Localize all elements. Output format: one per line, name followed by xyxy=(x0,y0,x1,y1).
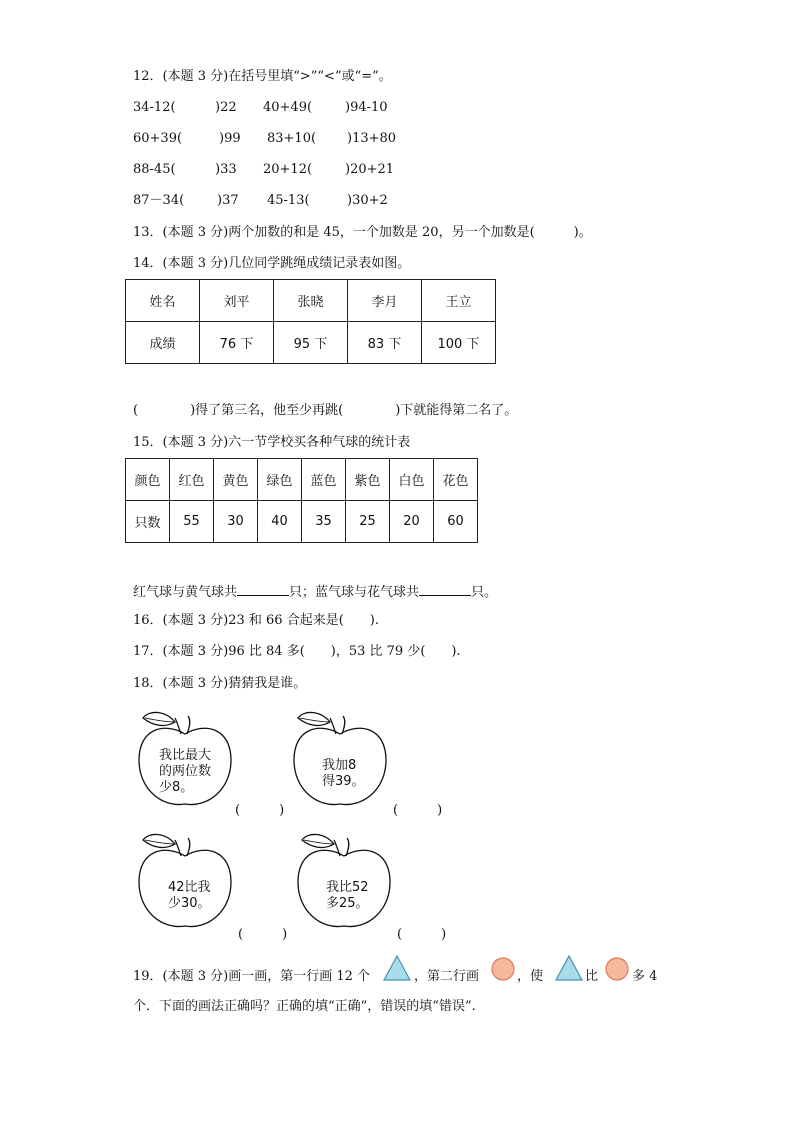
table-cell: 60 xyxy=(434,501,478,543)
riddle-line: 多25。 xyxy=(326,896,369,911)
apple-riddle xyxy=(322,758,365,790)
table-row xyxy=(126,280,496,322)
compare-left: 34-12( xyxy=(133,100,176,115)
table-cell: 红色 xyxy=(170,459,214,501)
compare-right: )94-10 xyxy=(345,100,388,115)
table-cell: 成绩 xyxy=(126,322,200,364)
table-cell: 100 下 xyxy=(422,322,496,364)
table-cell: 55 xyxy=(170,501,214,543)
q13-text: 13．(本题 3 分)两个加数的和是 45，一个加数是 20，另一个加数是( )。 xyxy=(133,225,592,240)
jump-rope-table xyxy=(125,279,496,364)
q12-title: 12．(本题 3 分)在括号里填“>”“<”或“=”。 xyxy=(133,69,392,84)
riddle-line: 的两位数 xyxy=(159,764,212,779)
triangle-shape xyxy=(556,956,582,980)
q18-title: 18．(本题 3 分)猜猜我是谁。 xyxy=(133,676,307,691)
q19-part2: ，第二行画 xyxy=(414,969,480,984)
compare-left: 87－34( xyxy=(133,193,185,208)
riddle-line: 少8。 xyxy=(159,780,194,795)
q16-text: 16．(本题 3 分)23 和 66 合起来是( ). xyxy=(133,613,379,628)
riddle-line: 得39。 xyxy=(322,774,365,789)
q15-answer-a: 红气球与黄气球共 xyxy=(133,585,238,600)
table-cell: 张晓 xyxy=(274,280,348,322)
riddle-line: 少30。 xyxy=(168,896,211,911)
compare-left: 20+12( xyxy=(263,162,313,177)
table-cell: 20 xyxy=(390,501,434,543)
compare-right: )37 xyxy=(217,193,239,208)
apple-riddle xyxy=(168,880,211,912)
compare-right: )33 xyxy=(215,162,237,177)
table-cell: 紫色 xyxy=(346,459,390,501)
compare-left: 60+39( xyxy=(133,131,183,146)
circle-icon xyxy=(604,956,630,982)
compare-right: )30+2 xyxy=(347,193,388,208)
table-cell: 25 xyxy=(346,501,390,543)
q19-line2: 个．下面的画法正确吗？正确的填“正确”，错误的填“错误”. xyxy=(133,999,476,1014)
q17-text: 17．(本题 3 分)96 比 84 多( )，53 比 79 少( ). xyxy=(133,644,461,659)
q15-answer-c: 只。 xyxy=(471,585,498,600)
table-cell: 刘平 xyxy=(200,280,274,322)
table-row xyxy=(126,459,478,501)
riddle-line: 42比我 xyxy=(168,880,211,895)
apple-riddle xyxy=(326,880,369,912)
answer-blank[interactable] xyxy=(237,581,289,596)
compare-left: 83+10( xyxy=(267,131,317,146)
riddle-line: 我加8 xyxy=(322,758,357,773)
table-row xyxy=(126,501,478,543)
table-cell: 35 xyxy=(302,501,346,543)
table-cell: 李月 xyxy=(348,280,422,322)
q19-part4: 比 xyxy=(585,969,599,984)
circle-shape xyxy=(606,958,628,980)
table-cell: 颜色 xyxy=(126,459,170,501)
q19-part1: 19．(本题 3 分)画一画，第一行画 12 个 xyxy=(133,969,371,984)
table-cell: 83 下 xyxy=(348,322,422,364)
compare-right: )22 xyxy=(215,100,237,115)
table-cell: 40 xyxy=(258,501,302,543)
apple-riddle xyxy=(159,748,211,796)
table-cell: 姓名 xyxy=(126,280,200,322)
answer-paren[interactable]: ( ) xyxy=(397,927,447,942)
compare-right: )20+21 xyxy=(345,162,395,177)
compare-right: )99 xyxy=(219,131,241,146)
table-cell: 只数 xyxy=(126,501,170,543)
table-cell: 王立 xyxy=(422,280,496,322)
answer-paren[interactable]: ( ) xyxy=(238,927,288,942)
q15-title: 15．(本题 3 分)六一节学校买各种气球的统计表 xyxy=(133,435,411,450)
compare-left: 40+49( xyxy=(263,100,313,115)
q19-line1 xyxy=(133,968,370,986)
table-cell: 76 下 xyxy=(200,322,274,364)
triangle-icon xyxy=(554,954,584,982)
table-cell: 蓝色 xyxy=(302,459,346,501)
answer-paren[interactable]: ( ) xyxy=(393,803,443,818)
compare-left: 88-45( xyxy=(133,162,176,177)
answer-blank[interactable] xyxy=(419,581,471,596)
table-cell: 黄色 xyxy=(214,459,258,501)
riddle-line: 我比52 xyxy=(326,880,369,895)
q14-answer: ( )得了第三名，他至少再跳( )下就能得第二名了。 xyxy=(133,403,518,418)
q15-answer xyxy=(133,581,497,602)
compare-left: 45-13( xyxy=(267,193,310,208)
riddle-line: 我比最大 xyxy=(159,748,212,763)
triangle-icon xyxy=(382,954,412,982)
circle-icon xyxy=(490,956,516,982)
q14-title: 14．(本题 3 分)几位同学跳绳成绩记录表如图。 xyxy=(133,256,411,271)
compare-right: )13+80 xyxy=(347,131,397,146)
table-cell: 绿色 xyxy=(258,459,302,501)
table-cell: 白色 xyxy=(390,459,434,501)
table-cell: 95 下 xyxy=(274,322,348,364)
answer-paren[interactable]: ( ) xyxy=(235,803,285,818)
balloon-table xyxy=(125,458,478,543)
table-cell: 30 xyxy=(214,501,258,543)
table-row xyxy=(126,322,496,364)
table-cell: 花色 xyxy=(434,459,478,501)
q19-part3: ，使 xyxy=(517,969,544,984)
triangle-shape xyxy=(384,956,410,980)
q15-answer-b: 只；蓝气球与花气球共 xyxy=(289,585,420,600)
circle-shape xyxy=(492,958,514,980)
q19-part5: 多 4 xyxy=(632,969,658,984)
